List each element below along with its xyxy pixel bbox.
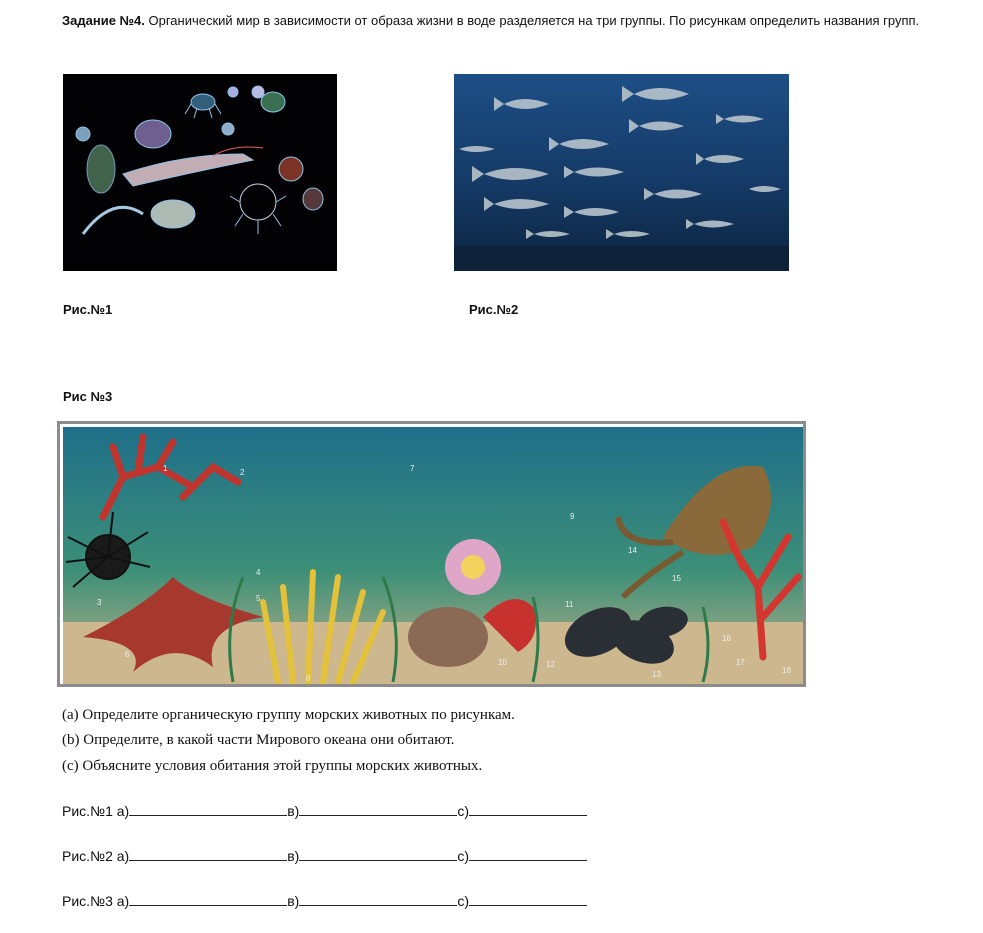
fig1-caption: Рис.№1: [63, 302, 113, 317]
fig2-caption: Рис.№2: [469, 302, 519, 317]
illustration-number: 9: [570, 512, 575, 521]
answer-blank-b[interactable]: [299, 803, 457, 816]
answer-blank-b[interactable]: [299, 893, 457, 906]
question-a: (a) Определите органическую группу морских животных по рисункам.: [62, 707, 515, 723]
illustration-number: 17: [736, 658, 745, 667]
illustration-number: 10: [498, 658, 507, 667]
illustration-number: 14: [628, 546, 637, 555]
answer-c-label: с): [457, 893, 469, 909]
answer-blank-a[interactable]: [129, 803, 287, 816]
answer-b-label: в): [287, 803, 300, 819]
task-text: [62, 6, 942, 35]
illustration-number: 18: [782, 666, 791, 675]
task-number: Задание №4.: [62, 13, 145, 28]
plankton-image: [63, 74, 337, 271]
illustration-number: 12: [546, 660, 555, 669]
answer-row-3: [62, 893, 587, 909]
answer-blank-c[interactable]: [469, 893, 587, 906]
answer-blank-a[interactable]: [129, 893, 287, 906]
answer-b-label: в): [287, 893, 300, 909]
illustration-number: 16: [722, 634, 731, 643]
illustration-number: 5: [256, 594, 261, 603]
answer-blank-a[interactable]: [129, 848, 287, 861]
illustration-number: 15: [672, 574, 681, 583]
fish-school-image: [454, 74, 789, 271]
illustration-number: 4: [256, 568, 261, 577]
answer-row-1: [62, 803, 587, 819]
illustration-number: 1: [163, 464, 168, 473]
task-description: Органический мир в зависимости от образа жизни в воде разделяется на три группы. По рисункам определить названия групп.: [144, 13, 920, 28]
answer-label: Рис.№3 а): [62, 893, 130, 909]
illustration-number: 8: [306, 674, 311, 683]
answer-blank-b[interactable]: [299, 848, 457, 861]
answer-label: Рис.№2 а): [62, 848, 130, 864]
question-b: (b) Определите, в какой части Мирового океана они обитают.: [62, 732, 455, 748]
answer-b-label: в): [287, 848, 300, 864]
seabed-image: [57, 421, 806, 687]
answer-blank-c[interactable]: [469, 848, 587, 861]
illustration-number: 6: [125, 650, 130, 659]
illustration-number: 13: [652, 670, 661, 679]
illustration-number: 3: [97, 598, 102, 607]
answer-c-label: с): [457, 803, 469, 819]
answer-c-label: с): [457, 848, 469, 864]
question-c: (c) Объясните условия обитания этой группы морских животных.: [62, 758, 483, 774]
answer-label: Рис.№1 а): [62, 803, 130, 819]
fig3-caption: Рис №3: [63, 389, 113, 404]
illustration-number: 11: [565, 600, 574, 609]
answer-row-2: [62, 848, 587, 864]
illustration-number: 7: [410, 464, 415, 473]
illustration-number: 2: [240, 468, 245, 477]
answer-blank-c[interactable]: [469, 803, 587, 816]
